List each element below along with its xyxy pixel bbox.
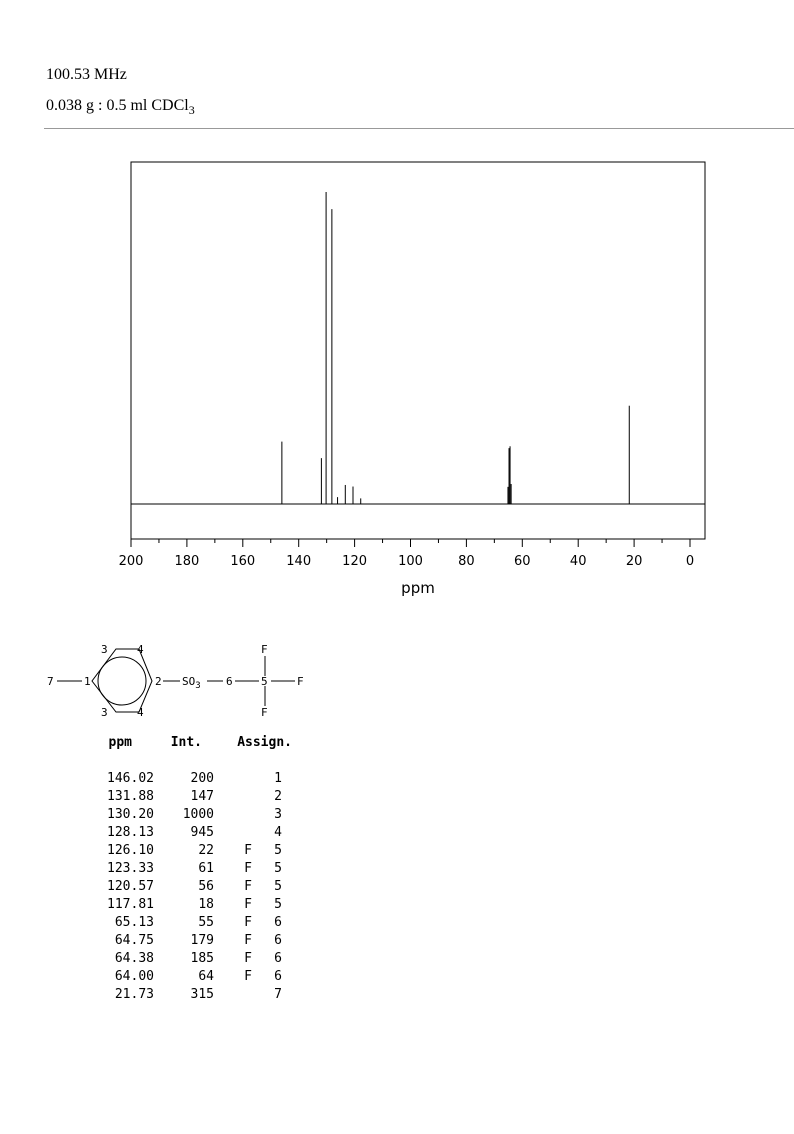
cell-ppm: 126.10 (107, 843, 154, 858)
x-tick-label: 200 (118, 554, 144, 569)
peak-table-header (92, 735, 292, 753)
cell-assignment: 5 (274, 861, 282, 876)
cell-assignment: 1 (274, 771, 282, 786)
header-intensity: Int. (170, 735, 202, 750)
cell-ppm: 128.13 (107, 825, 154, 840)
cell-ppm: 131.88 (107, 789, 154, 804)
atom-label-5: 5 (261, 675, 268, 688)
table-row (92, 807, 292, 825)
cell-intensity: 945 (190, 825, 214, 840)
cell-flag: F (244, 861, 252, 876)
cell-ppm: 146.02 (107, 771, 154, 786)
cell-assignment: 6 (274, 969, 282, 984)
aromatic-circle (98, 657, 146, 705)
x-tick-label: 100 (398, 554, 423, 569)
table-row (92, 933, 292, 951)
table-row (92, 897, 292, 915)
cell-assignment: 7 (274, 987, 282, 1002)
cell-intensity: 56 (198, 879, 214, 894)
cell-intensity: 1000 (182, 807, 214, 822)
atom-label-3-bottom: 3 (101, 706, 108, 719)
cell-flag: F (244, 897, 252, 912)
sulfonate-label-main: SO (182, 675, 196, 688)
cell-assignment: 6 (274, 951, 282, 966)
x-tick-label: 180 (174, 554, 200, 569)
fluorine-right: F (297, 675, 304, 688)
header-ppm: ppm (108, 735, 132, 750)
cell-intensity: 18 (198, 897, 214, 912)
cell-assignment: 4 (274, 825, 282, 840)
x-tick-label: 40 (569, 554, 587, 569)
atom-label-1: 1 (84, 675, 91, 688)
table-row (92, 789, 292, 807)
cell-ppm: 130.20 (107, 807, 154, 822)
table-row (92, 825, 292, 843)
atom-label-4-top: 4 (137, 643, 144, 656)
x-tick-label: 160 (230, 554, 256, 569)
structure-bonds (57, 656, 295, 706)
peak-table-body (92, 771, 292, 1005)
table-row (92, 843, 292, 861)
x-tick-label: 140 (286, 554, 312, 569)
fluorine-bottom: F (261, 706, 268, 719)
cell-intensity: 55 (198, 915, 214, 930)
cell-flag (214, 987, 252, 1005)
cell-ppm: 64.75 (114, 933, 154, 948)
x-tick-label: 20 (625, 554, 643, 569)
atom-label-4-bottom: 4 (137, 706, 144, 719)
cell-flag (214, 789, 252, 807)
cell-intensity: 315 (190, 987, 214, 1002)
cell-assignment: 5 (274, 897, 282, 912)
fluorine-top: F (261, 643, 268, 656)
spectrometer-frequency: 100.53 MHz (46, 66, 127, 83)
atom-label-7: 7 (47, 675, 54, 688)
cell-intensity: 200 (190, 771, 214, 786)
cell-flag: F (244, 879, 252, 894)
peak-table (92, 735, 292, 1005)
table-row (92, 771, 292, 789)
atom-label-3-top: 3 (101, 643, 108, 656)
cell-intensity: 64 (198, 969, 214, 984)
cell-assignment: 5 (274, 843, 282, 858)
x-axis-title: ppm (401, 579, 435, 597)
cell-ppm: 120.57 (107, 879, 154, 894)
cell-flag (214, 771, 252, 789)
cell-ppm: 65.13 (114, 915, 154, 930)
header-assignment: Assign. (237, 735, 292, 750)
cell-assignment: 6 (274, 915, 282, 930)
x-tick-label: 60 (514, 554, 531, 569)
cell-ppm: 64.38 (114, 951, 154, 966)
cell-intensity: 147 (190, 789, 214, 804)
cell-intensity: 61 (198, 861, 214, 876)
table-row (92, 915, 292, 933)
cell-ppm: 21.73 (114, 987, 154, 1002)
cell-ppm: 117.81 (107, 897, 154, 912)
cell-ppm: 64.00 (114, 969, 154, 984)
cell-flag: F (244, 969, 252, 984)
cell-flag (214, 825, 252, 843)
table-row (92, 861, 292, 879)
atom-label-6: 6 (226, 675, 233, 688)
atom-label-2: 2 (155, 675, 162, 688)
x-tick-label: 80 (458, 554, 475, 569)
cell-intensity: 185 (190, 951, 214, 966)
cell-assignment: 6 (274, 933, 282, 948)
cell-assignment: 3 (274, 807, 282, 822)
sulfonate-label (182, 675, 201, 691)
cell-flag: F (244, 915, 252, 930)
sample-description-main: 0.038 g : 0.5 ml CDCl (46, 97, 189, 114)
table-row (92, 951, 292, 969)
benzene-ring (92, 649, 152, 712)
table-row (92, 969, 292, 987)
cell-ppm: 123.33 (107, 861, 154, 876)
cell-assignment: 2 (274, 789, 282, 804)
cell-flag: F (244, 951, 252, 966)
x-tick-label: 0 (685, 554, 695, 569)
cell-assignment: 5 (274, 879, 282, 894)
table-row (92, 879, 292, 897)
cell-intensity: 22 (198, 843, 214, 858)
cell-flag: F (244, 933, 252, 948)
x-tick-label: 120 (342, 554, 368, 569)
cell-flag (214, 807, 252, 825)
sulfonate-label-subscript: 3 (195, 681, 201, 691)
sample-description-subscript: 3 (188, 103, 195, 118)
cell-flag: F (244, 843, 252, 858)
cell-intensity: 179 (190, 933, 214, 948)
table-row (92, 987, 292, 1005)
